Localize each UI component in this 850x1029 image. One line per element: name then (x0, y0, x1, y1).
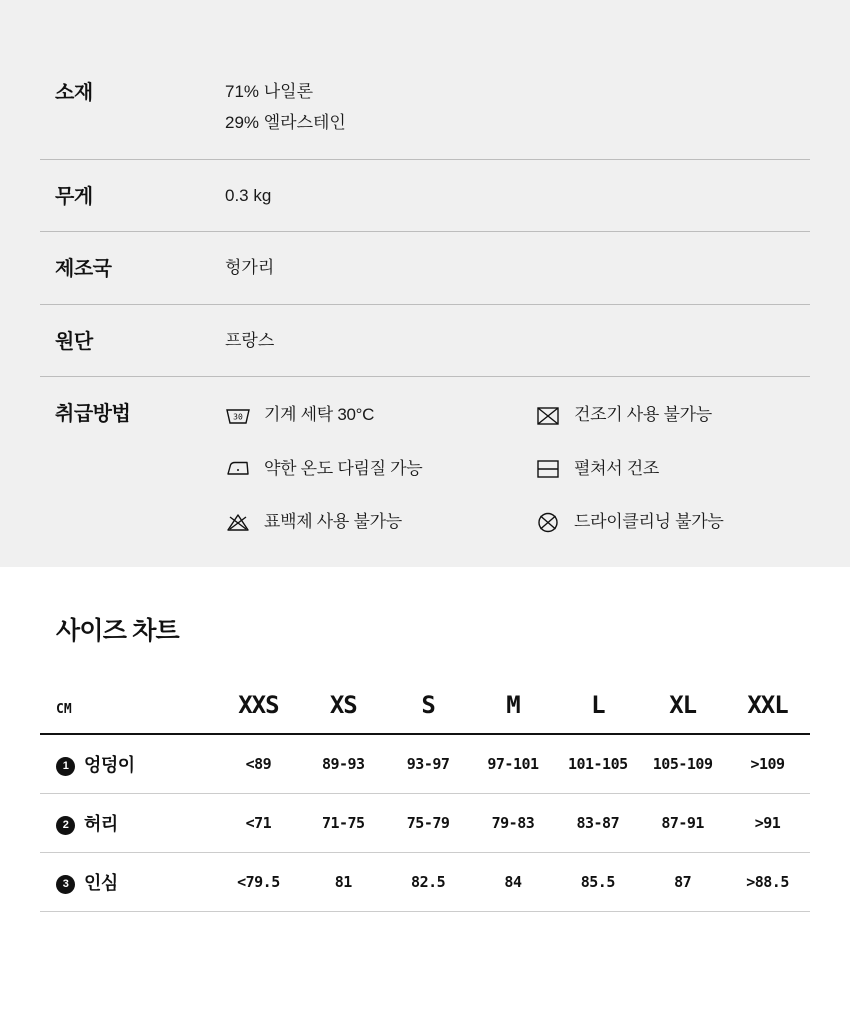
spec-value-line: 헝가리 (225, 258, 275, 278)
row-label-text: 엉덩이 (84, 755, 135, 775)
row-number-badge: 3 (56, 875, 75, 894)
size-cell: <89 (245, 755, 272, 773)
size-column-header-l: L (591, 691, 605, 719)
size-row-label-hip (40, 734, 216, 794)
spec-row-fabric (40, 304, 810, 376)
care-item-machine-wash (225, 399, 525, 430)
care-item-no-dry-clean (535, 506, 810, 537)
size-column-header-m: M (506, 691, 520, 719)
size-chart-title: 사이즈 차트 (56, 617, 179, 645)
size-chart-table (40, 691, 810, 912)
no-bleach-icon (225, 509, 251, 535)
care-text: 약한 온도 다림질 가능 (264, 458, 423, 478)
care-text: 건조기 사용 불가능 (574, 405, 712, 425)
size-cell: <79.5 (237, 873, 280, 891)
size-cell: 71-75 (321, 814, 365, 832)
size-cell: 97-101 (487, 755, 539, 773)
size-cell: 85.5 (580, 873, 615, 891)
size-cell: <71 (245, 814, 272, 832)
table-row (40, 853, 810, 912)
no-dry-clean-icon (535, 509, 561, 535)
care-instructions (225, 377, 810, 558)
row-label-text: 허리 (84, 814, 118, 834)
spec-label: 무게 (55, 185, 93, 208)
size-cell: 84 (504, 873, 522, 891)
spec-value (225, 159, 810, 231)
size-cell: 87 (674, 873, 692, 891)
size-row-label-inseam (40, 853, 216, 912)
table-row (40, 734, 810, 794)
spec-row-weight (40, 159, 810, 231)
care-text: 드라이클리닝 불가능 (574, 512, 724, 532)
care-text: 펼쳐서 건조 (574, 458, 660, 478)
size-cell: 89-93 (321, 755, 365, 773)
spec-value-line: 29% 엘라스테인 (225, 113, 346, 133)
spec-row-material (40, 56, 810, 159)
spec-label: 원단 (55, 330, 93, 353)
size-cell: >91 (754, 814, 781, 832)
spec-table (40, 56, 810, 558)
dry-flat-icon (535, 455, 561, 481)
spec-value (225, 232, 810, 304)
size-cell: 87-91 (661, 814, 704, 832)
size-column-header-xs: XS (329, 691, 357, 719)
spec-row-care (40, 377, 810, 558)
spec-label: 소재 (55, 82, 93, 104)
size-column-header-s: S (421, 691, 435, 719)
size-chart-header-row (40, 691, 810, 734)
no-tumble-dry-icon (535, 402, 561, 428)
spec-value-line: 0.3 kg (225, 185, 272, 205)
size-cell: >88.5 (746, 873, 789, 891)
iron-low-heat-icon (225, 455, 251, 481)
size-cell: 93-97 (406, 755, 450, 773)
care-item-no-bleach (225, 506, 525, 537)
size-cell: 83-87 (576, 814, 620, 832)
size-chart-section (0, 567, 850, 912)
table-row (40, 794, 810, 853)
size-cell: 79-83 (491, 814, 535, 832)
size-cell: 75-79 (406, 814, 450, 832)
row-number-badge: 1 (56, 757, 75, 776)
care-text: 표백제 사용 불가능 (264, 512, 402, 532)
spec-value (225, 304, 810, 376)
care-item-dry-flat (535, 453, 810, 484)
size-cell: 81 (334, 873, 352, 891)
care-item-no-tumble-dry (535, 399, 810, 430)
spec-label-care: 취급방법 (55, 403, 131, 426)
care-text: 기계 세탁 30°C (264, 405, 375, 425)
size-row-label-waist (40, 794, 216, 853)
spec-label: 제조국 (55, 258, 112, 281)
size-cell: >109 (750, 755, 785, 773)
size-cell: 101-105 (567, 755, 628, 773)
size-chart-unit: CM (56, 702, 72, 717)
spec-value (225, 56, 810, 159)
size-cell: 82.5 (411, 873, 446, 891)
size-column-header-xxl: XXL (747, 691, 788, 719)
row-number-badge: 2 (56, 816, 75, 835)
machine-wash-30-icon (225, 402, 251, 428)
svg-text:30: 30 (233, 412, 243, 422)
spec-value-line: 71% 나일론 (225, 82, 314, 101)
size-cell: 105-109 (652, 755, 713, 773)
care-item-iron-low-heat (225, 453, 525, 484)
spec-value-line: 프랑스 (225, 330, 275, 350)
size-column-header-xxs: XXS (238, 691, 279, 719)
size-column-header-xl: XL (669, 691, 697, 719)
spec-row-country (40, 232, 810, 304)
row-label-text: 인심 (84, 873, 118, 893)
